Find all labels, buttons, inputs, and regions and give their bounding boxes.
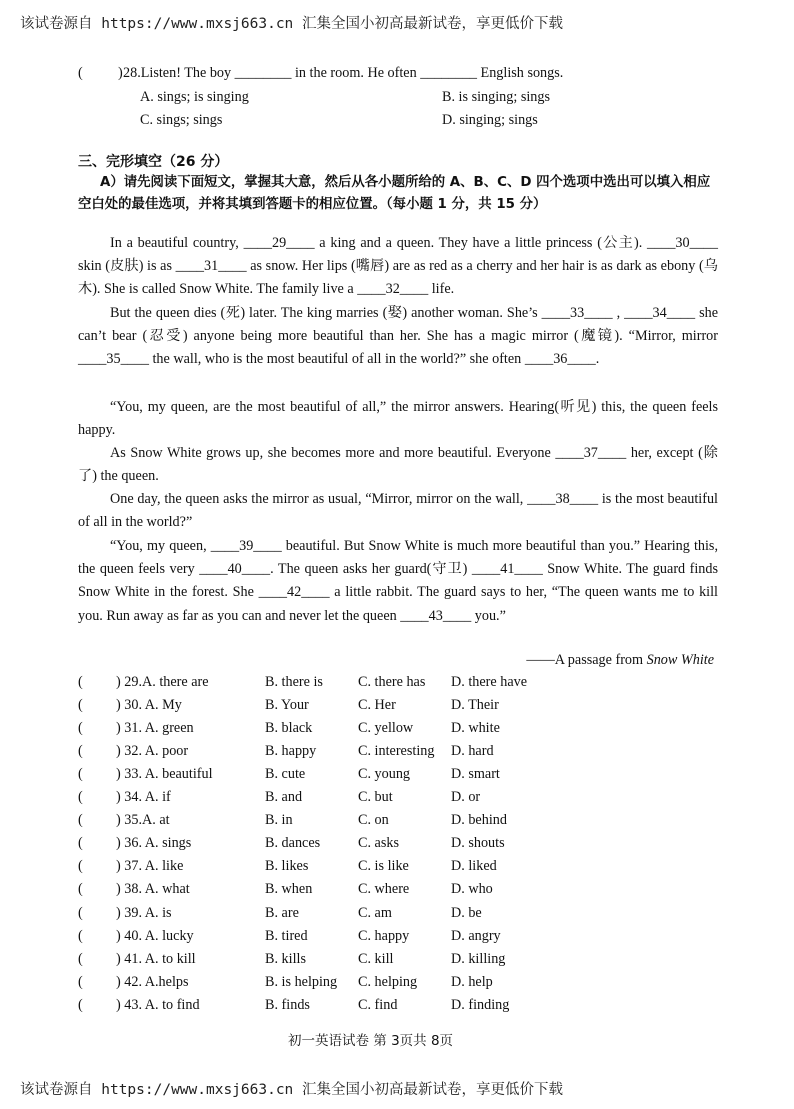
- option-c: C. Her: [358, 697, 396, 714]
- option-d: D. liked: [451, 858, 497, 875]
- answer-paren: (: [78, 835, 83, 852]
- question-row: [78, 928, 718, 950]
- question-row: [78, 766, 718, 788]
- option-d: D. help: [451, 973, 493, 990]
- question-28-stem: 28.Listen! The boy ________ in the room. He often ________ English songs.: [123, 65, 564, 81]
- blank: ____42____: [258, 584, 330, 601]
- option-c: C. young: [358, 766, 411, 783]
- option-b: B. likes: [265, 858, 309, 875]
- answer-paren: (: [78, 766, 83, 783]
- option-a: ) 41. A. to kill: [116, 950, 196, 967]
- source-banner-bottom: 该试卷源自 https://www.mxsj663.cn 汇集全国小初高最新试卷，享更低价下载: [20, 1082, 564, 1098]
- option-c: C. find: [358, 996, 398, 1013]
- answer-paren: (: [78, 881, 83, 898]
- question-row: [78, 858, 718, 880]
- option-d: D. shouts: [451, 835, 505, 852]
- option-a: ) 40. A. lucky: [116, 927, 194, 944]
- option-b: B. Your: [265, 697, 309, 714]
- option-d: D. hard: [451, 743, 494, 760]
- option-a: ) 29.A. there are: [116, 674, 209, 690]
- option-b: B. and: [265, 789, 303, 806]
- option-b: B. dances: [265, 835, 321, 852]
- blank: ____41____: [471, 561, 543, 578]
- option-a: ) 36. A. sings: [116, 835, 192, 852]
- blank: ____39____: [210, 538, 282, 554]
- option-a: ) 43. A. to find: [116, 996, 200, 1013]
- option-a: ) 39. A. is: [116, 904, 172, 921]
- blank: ____40____: [199, 561, 271, 578]
- option-b: B. there is: [265, 674, 323, 690]
- passage-paragraph-4: As Snow White grows up, she becomes more and more beautiful. Everyone ____37____ her, except (除了) the queen.: [78, 445, 718, 485]
- option-b: B. is singing; sings: [442, 89, 551, 105]
- question-row: [78, 951, 718, 973]
- option-d: D. singing; sings: [442, 112, 538, 128]
- passage-paragraph-6: “You, my queen, ____39____ beautiful. But Snow White is much more beautiful than you.” Hearing this, the queen feels very ____40____. The queen asks her guard(守卫) ____41____ Snow White. The guard finds Snow White in the forest. She ____42____ a little rabbit. The guard says to her, “The queen wants me to kill you. Run away as far as you can and never let the queen ____43____ you.”: [78, 538, 719, 624]
- blank: ____36____: [524, 351, 596, 368]
- question-row: [78, 743, 718, 765]
- answer-paren-open: (: [78, 65, 83, 81]
- option-a: ) 38. A. what: [116, 881, 190, 898]
- option-b: B. when: [265, 881, 313, 898]
- option-c: C. yellow: [358, 720, 414, 737]
- option-c: C. helping: [358, 973, 418, 990]
- option-b: B. in: [265, 812, 293, 829]
- option-a: ) 37. A. like: [116, 858, 184, 875]
- answer-paren: (: [78, 858, 83, 875]
- option-b: B. tired: [265, 927, 308, 944]
- section-instruction: A）请先阅读下面短文，掌握其大意，然后从各小题所给的 A、B、C、D 四个选项中选出可以填入相应空白处的最佳选项，并将其填到答题卡的相应位置。（每小题 1 分，共 15 分）: [78, 175, 711, 212]
- question-row: [78, 789, 718, 811]
- question-row: [78, 997, 718, 1019]
- question-row: [78, 881, 718, 903]
- option-d: D. smart: [451, 766, 500, 783]
- blank: ____34____: [624, 305, 696, 321]
- option-a: ) 30. A. My: [116, 697, 182, 714]
- question-row: [78, 812, 718, 834]
- answer-paren: (: [78, 904, 83, 921]
- answer-paren: (: [78, 743, 83, 760]
- question-row: [78, 905, 718, 927]
- option-c: C. sings; sings: [140, 112, 223, 128]
- blank: ____43____: [400, 607, 472, 624]
- blank: ________: [420, 65, 477, 81]
- option-b: B. happy: [265, 743, 317, 760]
- option-d: D. behind: [451, 812, 507, 829]
- option-b: B. black: [265, 720, 313, 737]
- passage-paragraph-5: One day, the queen asks the mirror as usual, “Mirror, mirror on the wall, ____38____ is the most beautiful of all in the world?”: [78, 491, 718, 531]
- option-d: D. or: [451, 789, 481, 806]
- option-d: D. killing: [451, 950, 506, 967]
- blank: ____38____: [527, 491, 599, 507]
- blank: ________: [234, 65, 292, 81]
- blank: ____30____: [647, 235, 718, 251]
- option-a: ) 35.A. at: [116, 812, 170, 829]
- option-c: C. kill: [358, 950, 394, 967]
- option-a: ) 34. A. if: [116, 789, 171, 806]
- answer-paren-close: ): [118, 65, 123, 81]
- answer-paren: (: [78, 996, 83, 1013]
- option-c: C. is like: [358, 858, 409, 875]
- option-d: D. Their: [451, 697, 499, 714]
- question-row: [78, 974, 718, 996]
- blank: ____33____: [541, 305, 613, 321]
- option-b: B. are: [265, 904, 299, 921]
- option-a: ) 31. A. green: [116, 720, 194, 737]
- option-c: C. asks: [358, 835, 399, 852]
- question-row: [78, 835, 718, 857]
- option-c: C. am: [358, 904, 392, 921]
- option-b: B. is helping: [265, 973, 338, 990]
- passage-paragraph-1: In a beautiful country, ____29____ a king and a queen. They have a little princess (公主). ____30____ skin (皮肤) is as ____31____ as snow. Her lips (嘴唇) are as red as a cherry and her hair is as dark as ebony (乌木). She is called Snow White. The family live a ____32____ life.: [78, 235, 718, 298]
- option-b: B. finds: [265, 996, 310, 1013]
- option-a: ) 32. A. poor: [116, 743, 189, 760]
- passage-paragraph-3: “You, my queen, are the most beautiful of all,” the mirror answers. Hearing(听见) this, the queen feels happy.: [78, 399, 718, 439]
- blank: ____35____: [78, 351, 149, 368]
- option-d: D. finding: [451, 996, 510, 1013]
- answer-paren: (: [78, 720, 83, 737]
- answer-paren: (: [78, 927, 83, 944]
- answer-paren: (: [78, 789, 83, 806]
- option-b: B. kills: [265, 950, 306, 967]
- option-c: C. happy: [358, 927, 410, 944]
- passage-source: ——A passage from Snow White: [526, 652, 714, 668]
- answer-paren: (: [78, 950, 83, 967]
- passage-paragraph-2: But the queen dies (死) later. The king marries (娶) another woman. She’s ____33____ , ____34____ she can’t bear (忍受) anyone being more beautiful than her. She has a magic mirror (魔镜). “Mirror, mirror ____35____ the wall, who is the most beautiful of all in the world?” she often ____36____.: [78, 305, 718, 368]
- question-row: [78, 697, 718, 719]
- option-d: D. angry: [451, 927, 501, 944]
- option-c: C. but: [358, 789, 393, 806]
- option-d: D. who: [451, 881, 493, 898]
- section-title: 三、完形填空（26 分）: [78, 154, 229, 170]
- option-c: C. interesting: [358, 743, 435, 760]
- option-d: D. white: [451, 720, 500, 737]
- option-a: ) 33. A. beautiful: [116, 766, 213, 783]
- option-c: C. on: [358, 812, 389, 829]
- option-b: B. cute: [265, 766, 306, 783]
- source-banner-top: 该试卷源自 https://www.mxsj663.cn 汇集全国小初高最新试卷，享更低价下载: [20, 16, 564, 32]
- question-row: [78, 720, 718, 742]
- option-c: C. there has: [358, 674, 426, 690]
- blank: ____32____: [357, 281, 429, 298]
- answer-paren: (: [78, 812, 83, 829]
- answer-paren: (: [78, 697, 83, 714]
- answer-paren: (: [78, 674, 83, 690]
- option-d: D. there have: [451, 674, 528, 690]
- answer-paren: (: [78, 973, 83, 990]
- option-a: ) 42. A.helps: [116, 973, 189, 990]
- blank: ____31____: [175, 258, 247, 275]
- page-number: 初一英语试卷 第 3页共 8页: [288, 1033, 454, 1049]
- option-c: C. where: [358, 881, 410, 898]
- blank: ____29____: [243, 235, 315, 251]
- option-d: D. be: [451, 904, 482, 921]
- blank: ____37____: [555, 445, 627, 461]
- question-row: [78, 674, 718, 696]
- option-a: A. sings; is singing: [140, 89, 249, 105]
